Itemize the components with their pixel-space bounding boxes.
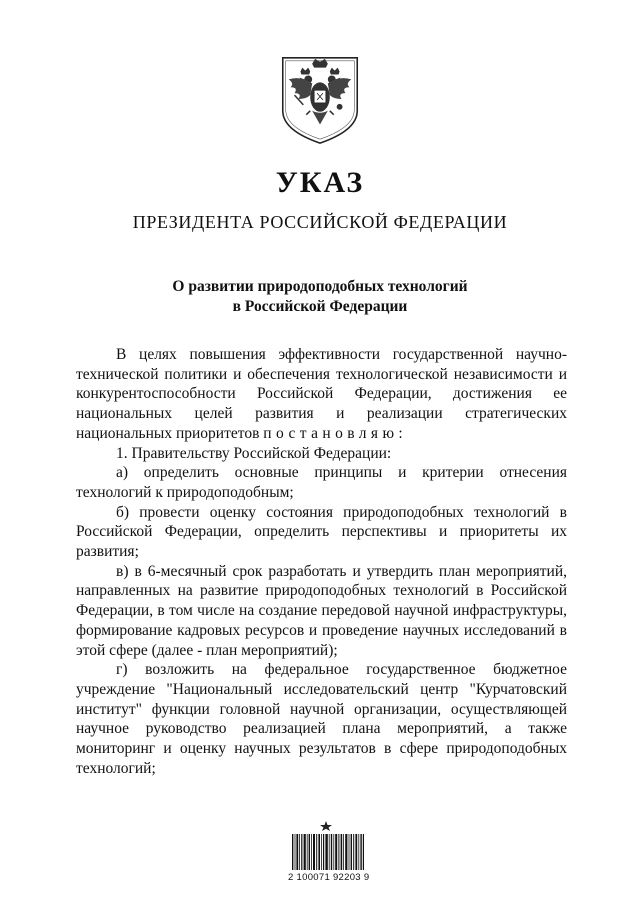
item-g-paragraph: г) возложить на федеральное государственное бюджетное учреждение "Национальный исследовательский центр "Курчатовский институт" функции головной научной организации, осуществляющей научное руководство реализацией плана мероприятий, а также мониторинг и оценку научных результатов в сфере природоподобных технологий; (76, 661, 567, 777)
barcode (288, 820, 368, 900)
decree-heading-line: в Российской Федерации (232, 298, 408, 315)
barcode-star-icon (318, 820, 334, 832)
item-b-paragraph: б) провести оценку состояния природоподобных технологий в Российской Федерации, определить перспективы и приоритеты их развития; (76, 503, 567, 561)
intro-paragraph (76, 345, 567, 444)
item-a-paragraph: а) определить основные принципы и критерии отнесения технологий к природоподобным; (76, 464, 567, 501)
item-v-paragraph: в) в 6-месячный срок разработать и утвердить план мероприятий, направленных на развитие природоподобных технологий в Российской Федерации, в том числе на создание передовой научной инфраструктуры, формирование кадровых ресурсов и проведение научных исследований в этой сфере (далее - план мероприятий); (76, 562, 567, 659)
item-1-paragraph: 1. Правительству Российской Федерации: (116, 444, 392, 462)
intro-text: В целях повышения эффективности государственной научно-технической политики и обеспечения технологической независимости и конкурентоспособности Российской Федерации, достижения ее национальных целей развития и реализации стратегических национальных приоритетов (76, 346, 567, 442)
intro-keyword: постановляю: (263, 424, 408, 442)
barcode-icon (292, 834, 364, 870)
document-subtitle: ПРЕЗИДЕНТА РОССИЙСКОЙ ФЕДЕРАЦИИ (132, 212, 508, 232)
decree-heading-line: О развитии природоподобных технологий (172, 278, 468, 295)
barcode-number: 2 100071 92203 9 (288, 872, 370, 883)
coat-of-arms-icon (271, 50, 369, 148)
document-title: УКАЗ (275, 166, 365, 199)
decree-heading (0, 277, 640, 317)
decree-body (76, 345, 567, 778)
